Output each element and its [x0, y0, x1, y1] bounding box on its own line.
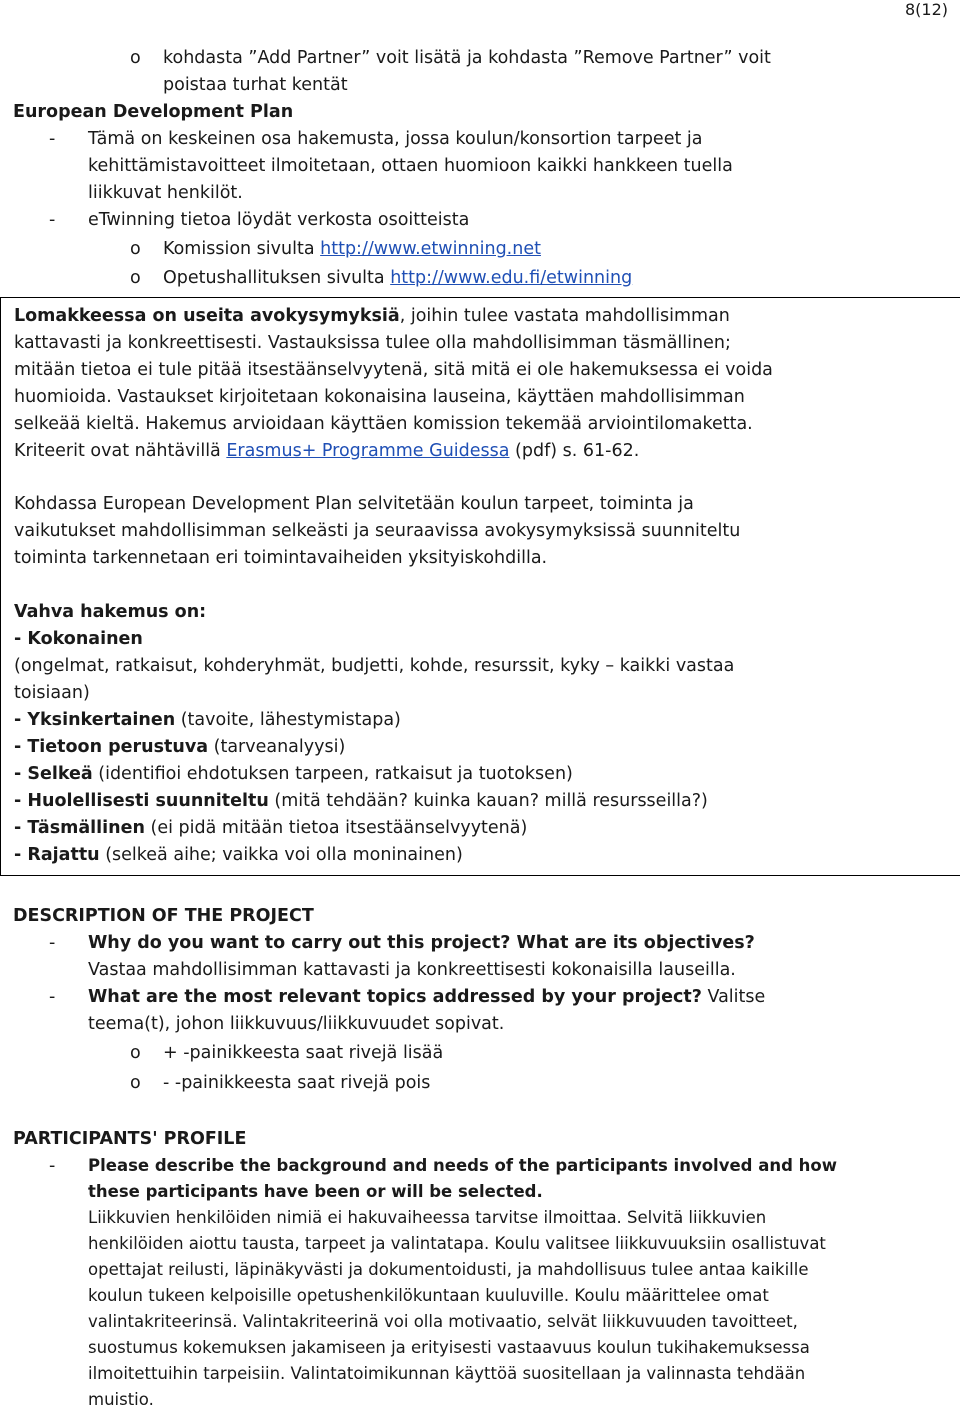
edp-item-1-line-3: liikkuvat henkilöt. [88, 183, 243, 203]
dash: - [49, 933, 56, 953]
strong-item-text: (tarveanalyysi) [208, 737, 346, 757]
description-sub-2 [13, 1070, 948, 1097]
info-line-4: huomioida. Vastaukset kirjoitetaan kokonaisina lauseina, käyttäen mahdollisimman [14, 387, 745, 407]
strong-item-label: - Rajattu [14, 845, 100, 865]
strong-heading: Vahva hakemus on: [14, 602, 207, 622]
edp-item-1-line-2: kehittämistavoitteet ilmoitetaan, ottaen huomioon kaikki hankkeen tuella [88, 156, 733, 176]
dash: - [49, 129, 56, 149]
info-line-2: kattavasti ja konkreettisesti. Vastauksissa tulee olla mahdollisimman täsmällinen; [14, 333, 731, 353]
participants-line: valintakriteerinsä. Valintakriteerinä voi olla motivaatio, selvät liikkuvuuden tavoitteet, [88, 1312, 798, 1331]
etwinning-sub-2 [13, 265, 948, 292]
participants-line: suostumus kokemuksen jakamiseen ja erityisesti vastaavuus koulun tukihakemuksessa [88, 1338, 810, 1357]
bullet-o: o [130, 1043, 141, 1063]
bullet-o: o [130, 1073, 141, 1093]
etwinning-sub-2-text: Opetushallituksen sivulta [163, 268, 391, 288]
strong-item-label: - Täsmällinen [14, 818, 145, 838]
document-body [13, 47, 948, 1413]
participants-line: henkilöiden aiottu tausta, tarpeet ja valintatapa. Koulu valitsee liikkuvuuksiin osallistuvat [88, 1234, 826, 1253]
edp-item-2-text: eTwinning tietoa löydät verkosta osoitteista [88, 210, 470, 230]
info-box [0, 297, 960, 876]
participants-q-line-2: these participants have been or will be selected. [88, 1182, 543, 1201]
edu-fi-link[interactable]: http://www.edu.fi/etwinning [390, 268, 633, 288]
participants-heading: PARTICIPANTS' PROFILE [13, 1129, 247, 1149]
info-line-6a: Kriteerit ovat nähtävillä [14, 441, 227, 461]
add-partner-text-1: kohdasta ”Add Partner” voit lisätä ja kohdasta ”Remove Partner” voit [163, 48, 771, 68]
participants-question [13, 1153, 948, 1205]
participants-line: ilmoitettuihin tarpeisiin. Valintatoimikunnan käyttöä suositellaan ja valinnasta tehdään [88, 1364, 806, 1383]
strong-item-label: - Tietoon perustuva [14, 737, 209, 757]
kohdassa-line-3: toiminta tarkennetaan eri toimintavaiheiden yksityiskohdilla. [14, 548, 548, 568]
info-p1-rest: , joihin tulee vastata mahdollisimman [399, 306, 730, 326]
edp-item-1 [13, 126, 948, 207]
description-sub-1-text: + -painikkeesta saat rivejä lisää [163, 1043, 444, 1063]
participants-line: koulun tukeen kelpoisille opetushenkilökuntaan kuuluville. Koulu määrittelee omat [88, 1286, 769, 1305]
info-line-3: mitään tietoa ei tule pitää itsestäänselvyytenä, sitä mitä ei ole hakemuksessa ei voida [14, 360, 773, 380]
description-q1 [13, 930, 948, 984]
participants-line: opettajat reilusti, läpinäkyvästi ja dokumentoidusti, ja mahdollisuus tulee antaa kaikille [88, 1260, 809, 1279]
strong-item-text: (selkeä aihe; vaikka voi olla moninainen) [99, 845, 463, 865]
description-q2-answer-a: Valitse [701, 987, 766, 1007]
participants-body [13, 1205, 948, 1413]
add-partner-item [13, 45, 948, 99]
page-number: 8(12) [904, 0, 948, 19]
dash: - [49, 987, 56, 1007]
strong-kokonainen: - Kokonainen [14, 629, 143, 649]
kohdassa-line-1: Kohdassa European Development Plan selvitetään koulun tarpeet, toiminta ja [14, 494, 694, 514]
kohdassa-line-2: vaikutukset mahdollisimman selkeästi ja seuraavissa avokysymyksissä suunniteltu [14, 521, 741, 541]
bullet-o: o [130, 268, 141, 288]
edp-item-2 [13, 207, 948, 234]
description-q1-text: Why do you want to carry out this project? What are its objectives? [88, 933, 755, 953]
etwinning-link[interactable]: http://www.etwinning.net [320, 239, 541, 259]
add-partner-text-2: poistaa turhat kentät [163, 75, 348, 95]
etwinning-sub-1 [13, 236, 948, 263]
participants-line: muistio. [88, 1390, 154, 1409]
dash: - [49, 1156, 56, 1176]
dash: - [49, 210, 56, 230]
description-q2-text: What are the most relevant topics addressed by your project? [88, 987, 702, 1007]
strong-item-text: (identifioi ehdotuksen tarpeen, ratkaisut ja tuotoksen) [92, 764, 573, 784]
info-line-6b: (pdf) s. 61-62. [509, 441, 640, 461]
info-bold: Lomakkeessa on useita avokysymyksiä [14, 306, 400, 326]
strong-item-label: - Yksinkertainen [14, 710, 176, 730]
description-q1-answer: Vastaa mahdollisimman kattavasti ja konkreettisesti kokonaisilla lauseilla. [88, 960, 736, 980]
bullet-o: o [130, 48, 141, 68]
bullet-o: o [130, 239, 141, 259]
edp-item-1-line-1: Tämä on keskeinen osa hakemusta, jossa koulun/konsortion tarpeet ja [88, 129, 703, 149]
info-line-5: selkeää kieltä. Hakemus arvioidaan käyttäen komission tekemää arviointilomaketta. [14, 414, 753, 434]
strong-kokonainen-desc-2: toisiaan) [14, 683, 90, 703]
strong-item-text: (mitä tehdään? kuinka kauan? millä resursseilla?) [268, 791, 708, 811]
strong-item-label: - Selkeä [14, 764, 93, 784]
description-q2-answer-b: teema(t), johon liikkuvuus/liikkuvuudet sopivat. [88, 1014, 505, 1034]
description-sub-2-text: - -painikkeesta saat rivejä pois [163, 1073, 431, 1093]
edp-heading: European Development Plan [13, 102, 294, 122]
strong-kokonainen-desc-1: (ongelmat, ratkaisut, kohderyhmät, budjetti, kohde, resurssit, kyky – kaikki vastaa [14, 656, 735, 676]
description-q2 [13, 984, 948, 1038]
strong-item-text: (ei pidä mitään tietoa itsestäänselvyytenä) [144, 818, 528, 838]
etwinning-sub-1-text: Komission sivulta [163, 239, 321, 259]
programme-guide-link[interactable]: Erasmus+ Programme Guidessa [226, 441, 510, 461]
description-heading: DESCRIPTION OF THE PROJECT [13, 906, 314, 926]
participants-line: Liikkuvien henkilöiden nimiä ei hakuvaiheessa tarvitse ilmoittaa. Selvitä liikkuvien [88, 1208, 767, 1227]
strong-item-label: - Huolellisesti suunniteltu [14, 791, 269, 811]
participants-q-line-1: Please describe the background and needs of the participants involved and how [88, 1156, 837, 1175]
description-sub-1 [13, 1040, 948, 1067]
strong-item-text: (tavoite, lähestymistapa) [175, 710, 401, 730]
